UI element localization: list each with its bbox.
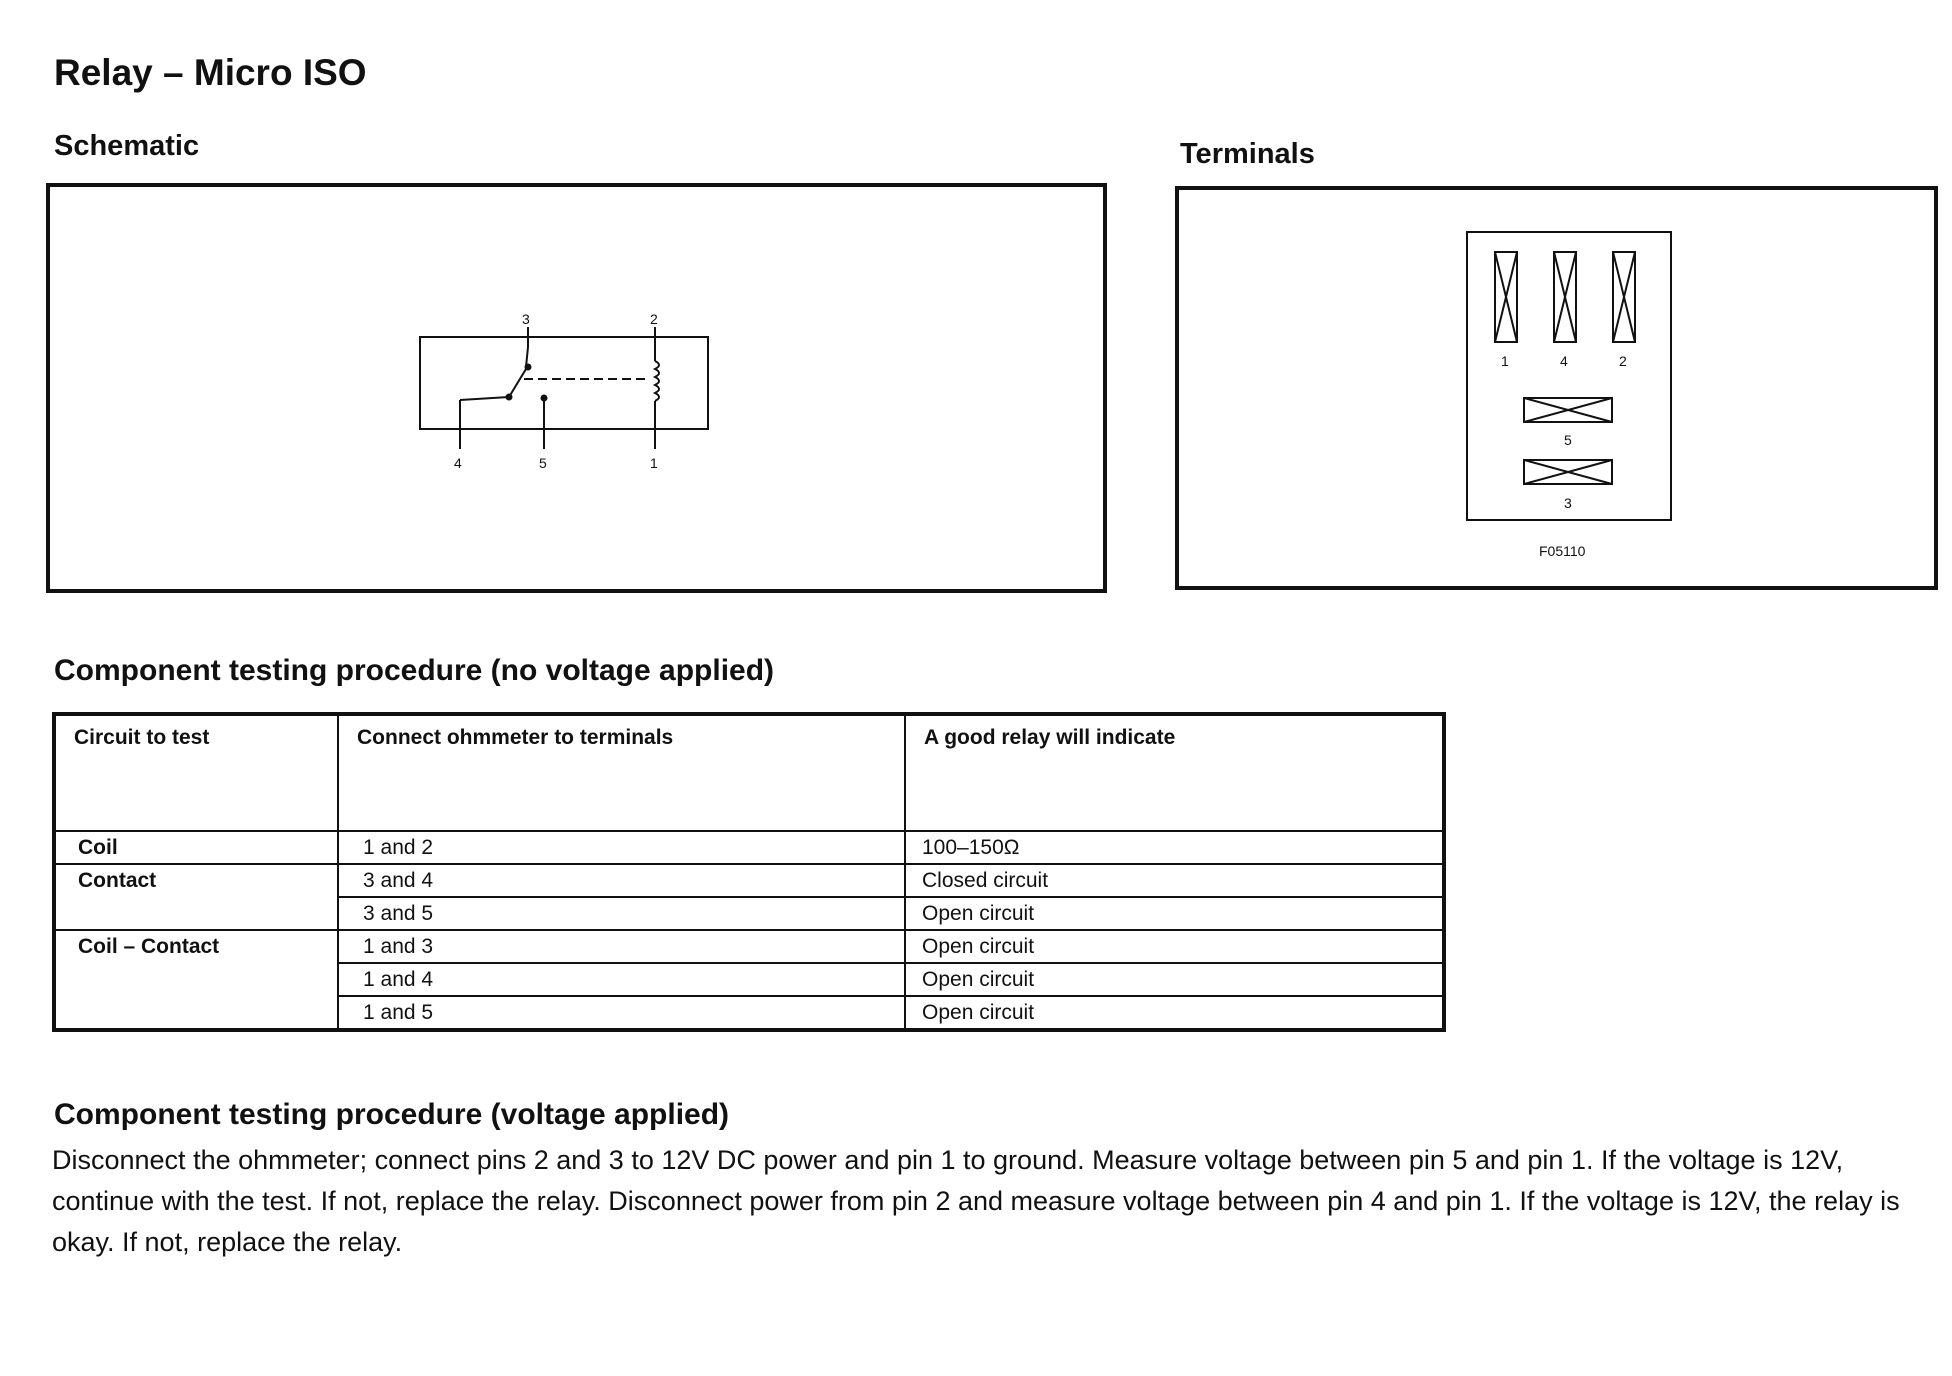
- terminals-cell: 1 and 3: [338, 930, 905, 963]
- terminals-cell: 3 and 4: [338, 864, 905, 897]
- result-cell: 100–150Ω: [905, 831, 1444, 864]
- relay-schematic-diagram: [50, 187, 1103, 589]
- result-cell: Open circuit: [905, 963, 1444, 996]
- terminals-cell: 3 and 5: [338, 897, 905, 930]
- table-row: [54, 864, 1444, 897]
- table-header-row: [54, 714, 1444, 831]
- schematic-pin-2: 2: [650, 311, 658, 327]
- col-result-header: A good relay will indicate: [905, 714, 1444, 831]
- result-cell: Closed circuit: [905, 864, 1444, 897]
- col-terminals-header: Connect ohmmeter to terminals: [338, 714, 905, 831]
- table-row: [54, 930, 1444, 963]
- circuit-cell: Coil – Contact: [54, 930, 338, 1030]
- voltage-heading: Component testing procedure (voltage applied): [54, 1098, 730, 1131]
- terminals-label: Terminals: [1180, 138, 1315, 170]
- terminals-frame: [1175, 186, 1938, 590]
- schematic-pin-1: 1: [650, 455, 658, 471]
- table-row: [54, 831, 1444, 864]
- relay-terminals-diagram: [1179, 190, 1934, 586]
- schematic-frame: [46, 183, 1107, 593]
- page-title: Relay – Micro ISO: [54, 52, 367, 93]
- no-voltage-heading: Component testing procedure (no voltage applied): [54, 654, 775, 687]
- figure-id: F05110: [1539, 543, 1586, 559]
- schematic-pin-3: 3: [522, 311, 530, 327]
- ohmmeter-test-table: [52, 712, 1446, 1032]
- col-circuit-header: Circuit to test: [54, 714, 338, 831]
- result-cell: Open circuit: [905, 897, 1444, 930]
- result-cell: Open circuit: [905, 996, 1444, 1030]
- terminal-pin-2: 2: [1619, 353, 1627, 369]
- circuit-cell: Coil: [54, 831, 338, 864]
- circuit-cell: Contact: [54, 864, 338, 930]
- voltage-procedure-text: Disconnect the ohmmeter; connect pins 2 and 3 to 12V DC power and pin 1 to ground. Measure voltage between pin 5 and pin 1. If the voltage is 12V, continue with the test. If not, replace the relay. Disconnect power from pin 2 and measure voltage between pin 4 and pin 1. If the voltage is 12V, the relay is okay. If not, replace the relay.: [52, 1145, 1900, 1257]
- schematic-label: Schematic: [54, 130, 200, 162]
- terminals-cell: 1 and 5: [338, 996, 905, 1030]
- result-cell: Open circuit: [905, 930, 1444, 963]
- terminal-pin-5: 5: [1564, 432, 1572, 448]
- schematic-pin-4: 4: [454, 455, 462, 471]
- terminals-cell: 1 and 4: [338, 963, 905, 996]
- terminals-cell: 1 and 2: [338, 831, 905, 864]
- terminal-pin-4: 4: [1560, 353, 1568, 369]
- terminal-pin-3: 3: [1564, 495, 1572, 511]
- schematic-pin-5: 5: [539, 455, 547, 471]
- terminal-pin-1: 1: [1501, 353, 1509, 369]
